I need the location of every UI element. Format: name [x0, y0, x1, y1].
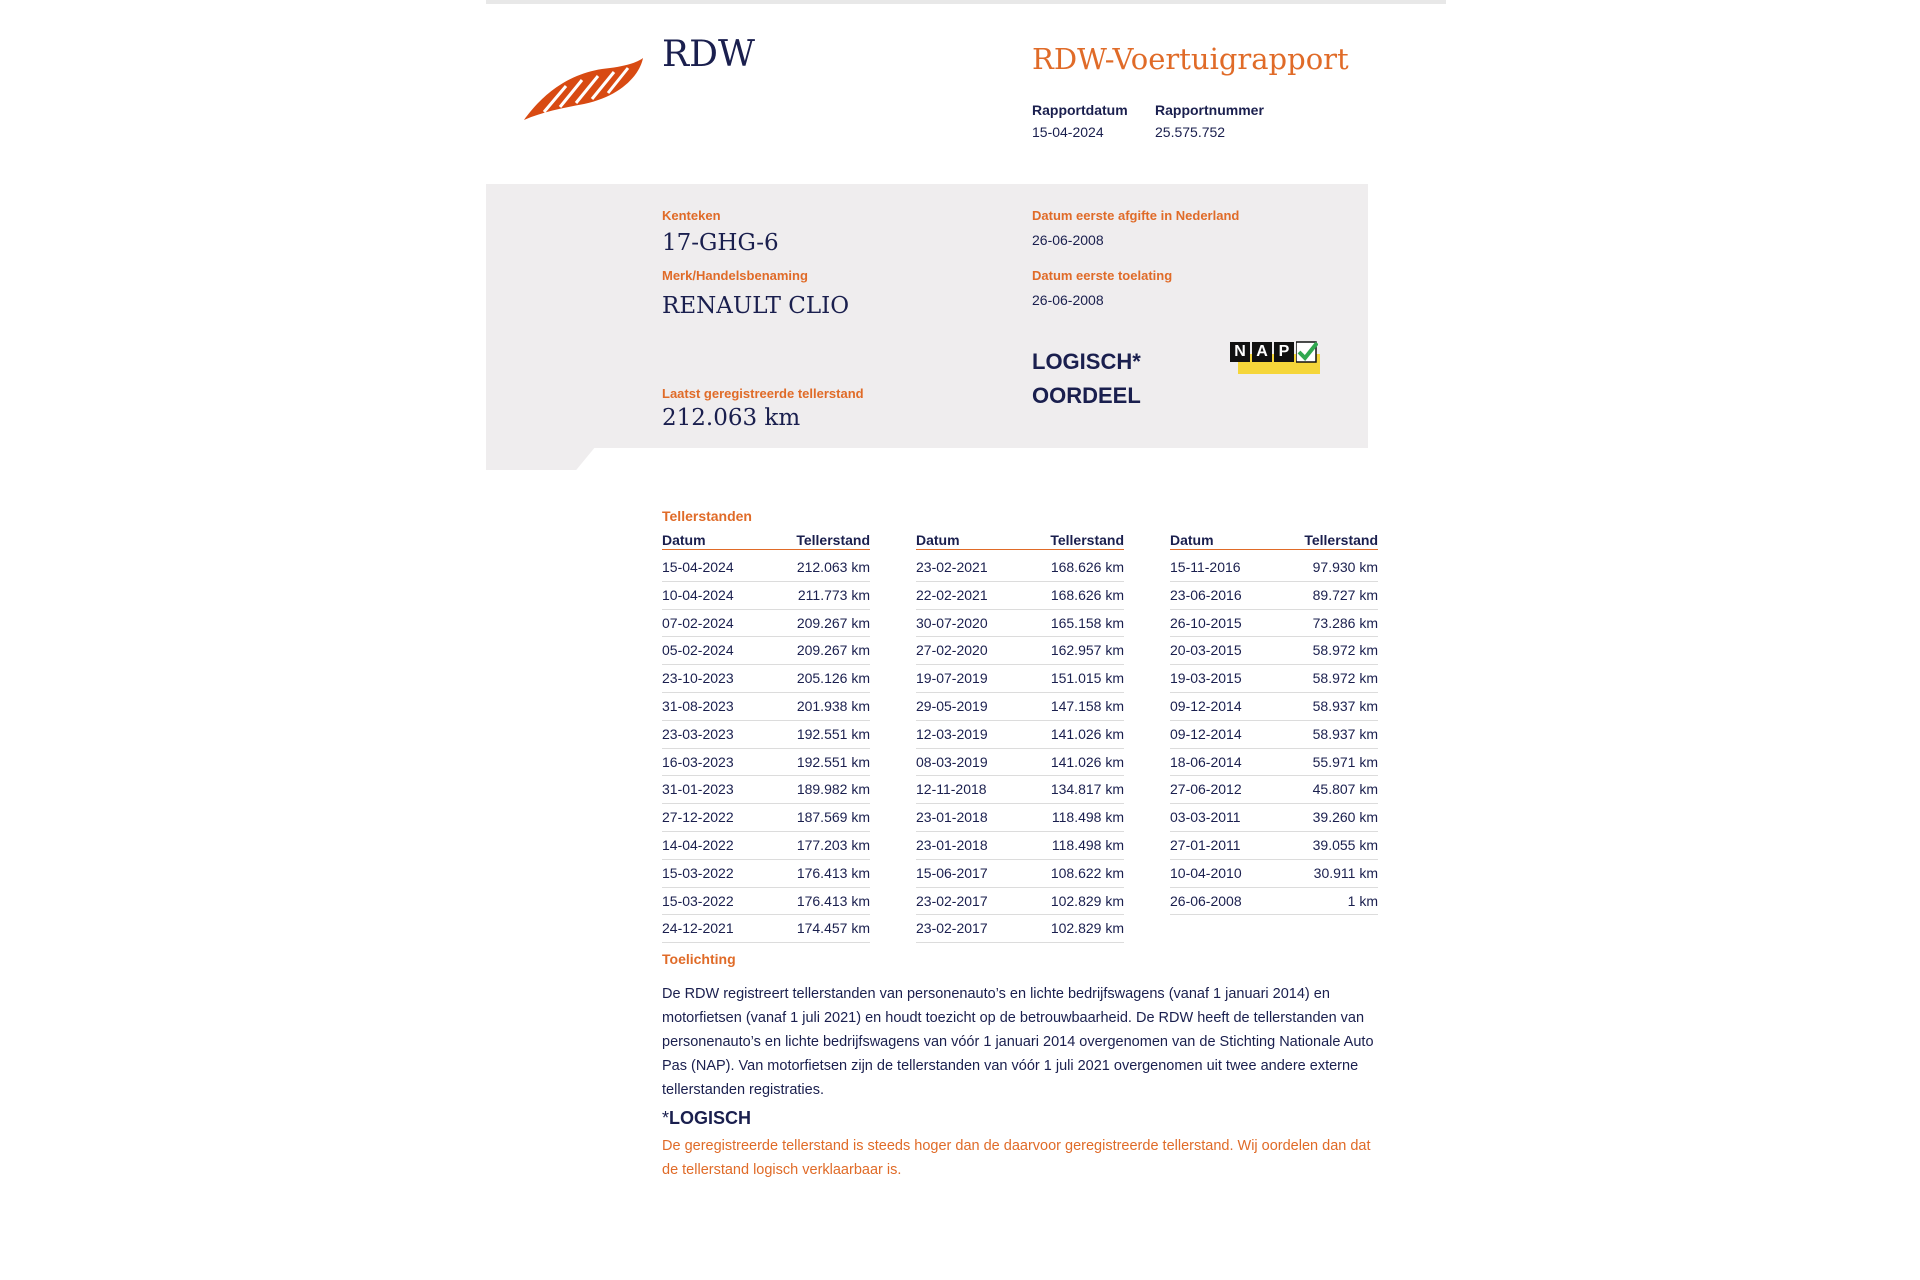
table-row — [662, 915, 870, 943]
row-date: 08-03-2019 — [916, 753, 988, 770]
row-date: 23-06-2016 — [1170, 586, 1242, 603]
row-value: 102.829 km — [1050, 892, 1124, 909]
row-value: 176.413 km — [796, 864, 870, 881]
brand-name: RDW — [662, 34, 755, 75]
verdict — [1032, 345, 1141, 413]
table-row — [1170, 637, 1378, 665]
header-date: Datum — [662, 532, 706, 548]
row-value: 205.126 km — [796, 670, 870, 687]
row-value: 58.972 km — [1312, 670, 1378, 687]
row-value: 55.971 km — [1312, 753, 1378, 770]
row-date: 31-08-2023 — [662, 697, 734, 714]
nap-letter: P — [1274, 342, 1294, 362]
table-row — [916, 915, 1124, 943]
row-value: 1 km — [1347, 892, 1378, 909]
row-date: 22-02-2021 — [916, 586, 988, 603]
row-date: 23-02-2017 — [916, 920, 988, 937]
report-title: RDW-Voertuigrapport — [1032, 42, 1349, 76]
row-value: 141.026 km — [1050, 725, 1124, 742]
first-admission-label: Datum eerste toelating — [1032, 268, 1173, 283]
explanation-text: De RDW registreert tellerstanden van personenauto’s en lichte bedrijfswagens (vanaf 1 januari 2014) en motorfietsen (vanaf 1 juli 2021) en houdt toezicht op de betrouwbaarheid. De RDW heeft de tellerstanden van personenauto’s en lichte bedrijfswagens van vóór 1 januari 2014 overgenomen van de Stichting Nationale Auto Pas (NAP). Van motorfietsen zijn de tellerstanden van vóór 1 juli 2021 overgenomen uit twee andere externe tellerstanden registraties. — [662, 986, 1374, 1098]
nap-letter: N — [1230, 342, 1250, 362]
table-row — [916, 693, 1124, 721]
row-date: 16-03-2023 — [662, 753, 734, 770]
row-date: 26-10-2015 — [1170, 614, 1242, 631]
table-row — [916, 749, 1124, 777]
row-date: 09-12-2014 — [1170, 725, 1242, 742]
table-row — [662, 888, 870, 916]
row-date: 27-06-2012 — [1170, 781, 1242, 798]
row-value: 134.817 km — [1050, 781, 1124, 798]
row-date: 29-05-2019 — [916, 697, 988, 714]
row-date: 23-02-2017 — [916, 892, 988, 909]
row-date: 23-01-2018 — [916, 809, 988, 826]
row-value: 147.158 km — [1050, 697, 1124, 714]
row-value: 30.911 km — [1313, 864, 1378, 881]
asterisk: * — [662, 1108, 670, 1128]
plate-label: Kenteken — [662, 208, 721, 223]
table-row — [1170, 693, 1378, 721]
row-value: 45.807 km — [1312, 781, 1378, 798]
first-nl-date: 26-06-2008 — [1032, 232, 1104, 248]
legend-logisch — [662, 1108, 751, 1129]
row-date: 24-12-2021 — [662, 920, 734, 937]
table-row — [1170, 749, 1378, 777]
row-date: 23-03-2023 — [662, 725, 734, 742]
row-value: 189.982 km — [796, 781, 870, 798]
report-number: 25.575.752 — [1155, 124, 1226, 140]
table-row — [662, 665, 870, 693]
column-header — [1170, 532, 1378, 550]
table-row — [916, 554, 1124, 582]
row-value: 192.551 km — [796, 753, 870, 770]
report-date-block — [1032, 102, 1128, 140]
table-row — [662, 721, 870, 749]
row-value: 58.937 km — [1312, 725, 1378, 742]
header-value: Tellerstand — [1050, 532, 1124, 548]
table-row — [1170, 888, 1378, 916]
row-value: 177.203 km — [796, 836, 870, 853]
vehicle-info-panel — [486, 184, 1368, 448]
last-odometer: 212.063 km — [662, 405, 801, 431]
report-number-block — [1155, 102, 1264, 140]
header-value: Tellerstand — [1304, 532, 1378, 548]
row-value: 201.938 km — [796, 697, 870, 714]
row-value: 73.286 km — [1312, 614, 1378, 631]
table-row — [662, 693, 870, 721]
table-row — [916, 665, 1124, 693]
table-row — [1170, 610, 1378, 638]
row-value: 209.267 km — [796, 614, 870, 631]
row-date: 12-11-2018 — [916, 781, 987, 798]
table-row — [916, 610, 1124, 638]
table-row — [1170, 776, 1378, 804]
table-row — [916, 776, 1124, 804]
table-row — [1170, 721, 1378, 749]
nap-logo-icon — [1230, 340, 1320, 378]
row-value: 211.773 km — [797, 586, 870, 603]
table-row — [916, 804, 1124, 832]
row-date: 19-03-2015 — [1170, 670, 1242, 687]
vehicle-make: RENAULT CLIO — [662, 293, 850, 319]
row-value: 212.063 km — [796, 559, 870, 575]
row-value: 176.413 km — [796, 892, 870, 909]
row-value: 162.957 km — [1050, 642, 1124, 659]
row-date: 03-03-2011 — [1170, 809, 1241, 826]
row-date: 18-06-2014 — [1170, 753, 1242, 770]
legend-description: De geregistreerde tellerstand is steeds hoger dan de daarvoor geregistreerde tellerstand. Wij oordelen dan dat de tellerstand logisch verklaarbaar is. — [662, 1138, 1371, 1178]
header-date: Datum — [916, 532, 960, 548]
table-row — [916, 582, 1124, 610]
row-date: 05-02-2024 — [662, 642, 734, 659]
nap-letter: A — [1252, 342, 1272, 362]
row-value: 168.626 km — [1050, 586, 1124, 603]
top-divider — [486, 0, 1446, 4]
row-date: 27-01-2011 — [1170, 836, 1241, 853]
verdict-line-1: LOGISCH* — [1032, 349, 1141, 374]
row-value: 58.937 km — [1312, 697, 1378, 714]
table-row — [662, 637, 870, 665]
header-date: Datum — [1170, 532, 1214, 548]
row-date: 14-04-2022 — [662, 836, 734, 853]
row-date: 15-04-2024 — [662, 559, 734, 575]
column-header — [916, 532, 1124, 550]
panel-tab — [486, 446, 596, 470]
row-value: 187.569 km — [796, 809, 870, 826]
row-date: 12-03-2019 — [916, 725, 988, 742]
table-row — [916, 860, 1124, 888]
table-row — [1170, 554, 1378, 582]
license-plate: 17-GHG-6 — [662, 230, 779, 256]
rdw-leaf-logo-icon — [522, 56, 644, 122]
row-date: 26-06-2008 — [1170, 892, 1242, 909]
row-value: 165.158 km — [1050, 614, 1124, 631]
row-date: 15-03-2022 — [662, 864, 734, 881]
row-value: 174.457 km — [796, 920, 870, 937]
row-date: 07-02-2024 — [662, 614, 734, 631]
row-date: 27-12-2022 — [662, 809, 734, 826]
odometer-section-title: Tellerstanden — [662, 508, 752, 524]
row-date: 23-01-2018 — [916, 836, 988, 853]
table-row — [1170, 804, 1378, 832]
row-date: 10-04-2010 — [1170, 864, 1242, 881]
odometer-label: Laatst geregistreerde tellerstand — [662, 386, 864, 401]
explanation-title: Toelichting — [662, 951, 736, 967]
row-date: 30-07-2020 — [916, 614, 988, 631]
table-row — [916, 832, 1124, 860]
legend-term: LOGISCH — [669, 1108, 752, 1128]
report-number-label: Rapportnummer — [1155, 102, 1264, 118]
table-row — [1170, 582, 1378, 610]
report-date-label: Rapportdatum — [1032, 102, 1128, 118]
odometer-column — [662, 532, 870, 943]
first-admission-date: 26-06-2008 — [1032, 292, 1104, 308]
row-value: 108.622 km — [1050, 864, 1124, 881]
table-row — [916, 637, 1124, 665]
row-value: 192.551 km — [796, 725, 870, 742]
column-header — [662, 532, 870, 550]
table-row — [1170, 832, 1378, 860]
table-row — [662, 554, 870, 582]
row-value: 58.972 km — [1312, 642, 1378, 659]
table-row — [1170, 860, 1378, 888]
first-nl-label: Datum eerste afgifte in Nederland — [1032, 208, 1240, 223]
header-value: Tellerstand — [796, 532, 870, 548]
row-date: 31-01-2023 — [662, 781, 734, 798]
row-value: 39.055 km — [1312, 836, 1378, 853]
check-icon — [1296, 340, 1318, 364]
row-value: 97.930 km — [1312, 559, 1378, 575]
row-value: 209.267 km — [796, 642, 870, 659]
table-row — [916, 888, 1124, 916]
report-date: 15-04-2024 — [1032, 124, 1104, 140]
row-value: 141.026 km — [1050, 753, 1124, 770]
row-date: 15-06-2017 — [916, 864, 988, 881]
row-value: 118.498 km — [1051, 836, 1124, 853]
row-date: 27-02-2020 — [916, 642, 988, 659]
row-date: 23-02-2021 — [916, 559, 988, 575]
table-row — [1170, 665, 1378, 693]
odometer-column — [1170, 532, 1378, 915]
table-row — [662, 804, 870, 832]
table-row — [662, 582, 870, 610]
row-date: 23-10-2023 — [662, 670, 734, 687]
row-value: 102.829 km — [1050, 920, 1124, 937]
row-date: 10-04-2024 — [662, 586, 734, 603]
table-row — [662, 776, 870, 804]
odometer-column — [916, 532, 1124, 943]
row-value: 89.727 km — [1312, 586, 1378, 603]
table-row — [916, 721, 1124, 749]
row-date: 19-07-2019 — [916, 670, 988, 687]
row-date: 09-12-2014 — [1170, 697, 1242, 714]
table-row — [662, 749, 870, 777]
row-value: 151.015 km — [1050, 670, 1124, 687]
make-label: Merk/Handelsbenaming — [662, 268, 808, 283]
row-value: 168.626 km — [1050, 559, 1124, 575]
row-value: 118.498 km — [1051, 809, 1124, 826]
table-row — [662, 832, 870, 860]
table-row — [662, 610, 870, 638]
table-row — [662, 860, 870, 888]
verdict-line-2: OORDEEL — [1032, 383, 1141, 408]
row-date: 20-03-2015 — [1170, 642, 1242, 659]
row-value: 39.260 km — [1312, 809, 1378, 826]
row-date: 15-03-2022 — [662, 892, 734, 909]
row-date: 15-11-2016 — [1170, 559, 1241, 575]
